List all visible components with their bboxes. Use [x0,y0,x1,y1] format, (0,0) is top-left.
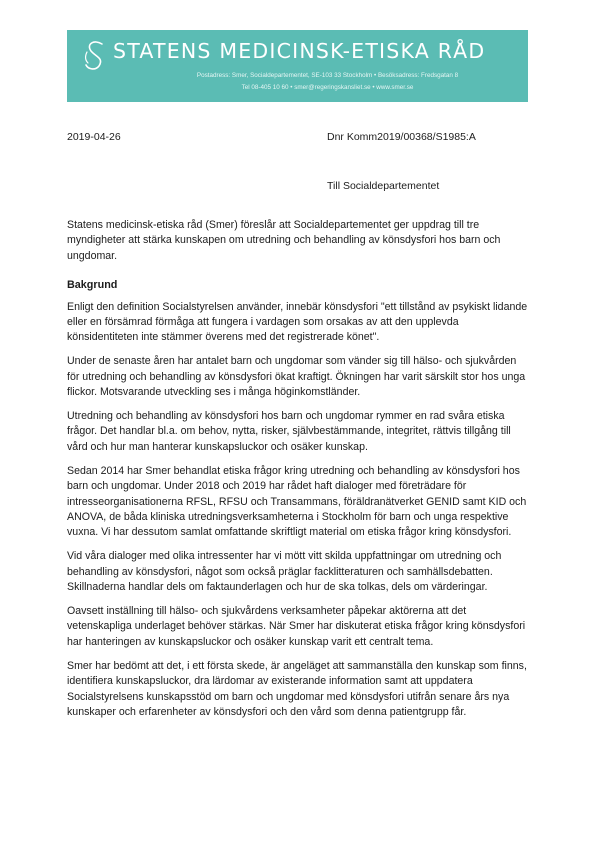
registration-number: Dnr Komm2019/00368/S1985:A [327,131,476,143]
postal-address-line: Postadress: Smer, Socialdepartementet, SE-103 33 Stockholm • Besöksadress: Fredsgatan 8 [196,72,459,79]
body-paragraph: Under de senaste åren har antalet barn och ungdomar som vänder sig till hälso- och sjukvården för utredning och behandling av könsdysfori ökat kraftigt. Ökningen har varit särskilt stor hos unga flickor. Motsvarande utveckling ses i många höginkomstländer. [67,355,526,399]
section-heading: Bakgrund [67,279,118,292]
body-paragraph: Sedan 2014 har Smer behandlat etiska frågor kring utredning och behandling av könsdysfori hos barn och ungdomar. Under 2018 och 2019 har rådet haft dialoger med företrädare för intresseorganisationerna RFSL, RFSU och Transammans, föräldranätverket GENID samt KID och ANOVA, de båda kliniska utredningsverksamheterna i Stockholm för barn och unga respektive vuxna. Vi har dessutom samlat omfattande skriftligt material om etiska frågor kring könsdysfori. [67,464,527,539]
organization-name: STATENS MEDICINSK-ETISKA RÅD [113,39,486,63]
body-paragraph: Utredning och behandling av könsdysfori hos barn och ungdomar rymmer en rad svåra etiska frågor. Det handlar bl.a. om behov, nytta, risker, självbestämmande, integritet, rättvis tillgång till vård och hur man hanterar kunskapsluckor och osäker kunskap. [67,410,511,453]
letter-body [67,218,529,729]
intro-paragraph: Statens medicinsk-etiska råd (Smer) föreslår att Socialdepartementet ger uppdrag till tre myndigheter att stärka kunskapen om utredning och behandling av könsdysfori hos barn och ungdomar. [67,219,501,262]
contact-line: Tel 08-405 10 60 • smer@regeringskansliet.se • www.smer.se [241,84,414,91]
body-paragraph: Enligt den definition Socialstyrelsen använder, innebär könsdysfori "ett tillstånd av psykiskt lidande eller en försämrad förmåga att fungera i vardagen som orsakas av att den upplevda könsidentiteten inte stämmer överens med det registrerade könet". [67,300,528,344]
body-paragraph: Oavsett inställning till hälso- och sjukvårdens verksamheter påpekar aktörerna att det vetenskapliga underlaget behöver stärkas. När Smer har diskuterat etiska frågor kring könsdysfori har hanteringen av kunskapsluckor och osäker kunskap varit ett centralt tema. [67,605,526,648]
s-wave-logo-icon [82,38,110,72]
body-paragraph: Smer har bedömt att det, i ett första skede, är angeläget att sammanställa den kunskap som finns, identifiera kunskapsluckor, dra lärdomar av existerande information samt att uppdatera Socialstyrelsens kunskapsstöd om barn och ungdomar med könsdysfori utifrån senare års nya kunskaper och erfarenheter av könsdysfori och den vård som denna patientgrupp får. [67,659,527,718]
letter-date: 2019-04-26 [67,131,121,143]
recipient: Till Socialdepartementet [327,180,440,192]
letterhead-banner [67,30,528,102]
body-paragraph: Vid våra dialoger med olika intressenter har vi mött vitt skilda uppfattningar om utredning och behandling av könsdysfori, något som också präglar facklitteraturen och samhällsdebatten. Skillnaderna handlar dels om faktaunderlagen och hur de ska tolkas, dels om värderingar. [67,550,502,594]
